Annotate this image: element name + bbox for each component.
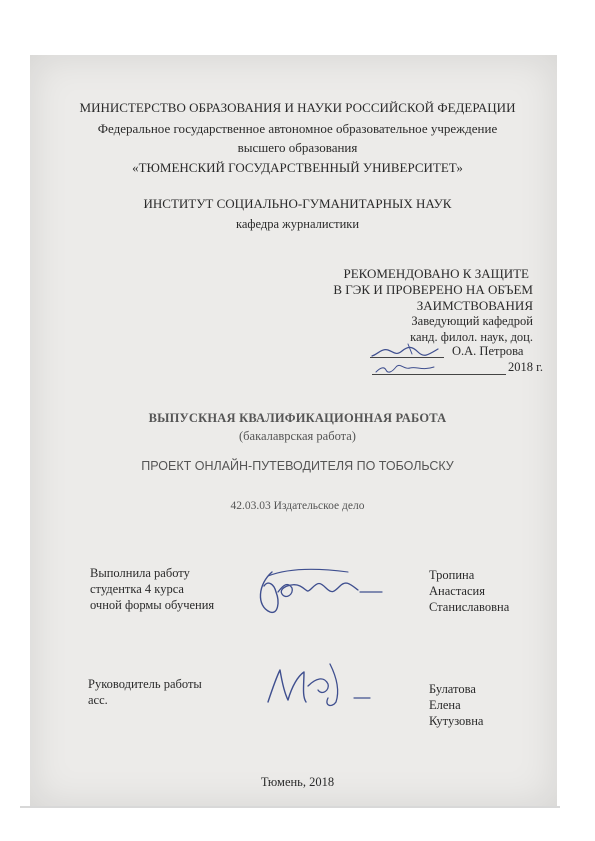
student-signature bbox=[248, 562, 388, 620]
institute-name: ИНСТИТУТ СОЦИАЛЬНО-ГУМАНИТАРНЫХ НАУК bbox=[143, 196, 452, 211]
city-year: Тюмень, 2018 bbox=[260, 775, 335, 789]
student-name: Анастасия bbox=[429, 584, 485, 598]
student-surname: Тропина bbox=[429, 568, 475, 582]
department-name: кафедра журналистики bbox=[235, 217, 360, 231]
supervisor-role-line1: Руководитель работы bbox=[88, 677, 202, 691]
student-role-line2: студентка 4 курса bbox=[90, 582, 184, 596]
ministry-title: МИНИСТЕРСТВО ОБРАЗОВАНИЯ И НАУКИ РОССИЙСКОЙ ФЕДЕРАЦИИ bbox=[79, 100, 516, 115]
supervisor-patronymic: Кутузовна bbox=[429, 714, 484, 728]
approval-line3: ЗАИМСТВОВАНИЯ bbox=[416, 298, 533, 313]
page-edge bbox=[20, 806, 560, 808]
date-handwriting bbox=[372, 360, 452, 376]
supervisor-surname: Булатова bbox=[429, 682, 476, 696]
work-topic: ПРОЕКТ ОНЛАЙН-ПУТЕВОДИТЕЛЯ ПО ТОБОЛЬСКУ bbox=[141, 459, 454, 473]
student-patronymic: Станиславовна bbox=[429, 600, 510, 614]
supervisor-role-line2: асс. bbox=[88, 693, 108, 707]
institution-type-line2: высшего образования bbox=[237, 140, 358, 155]
student-role-line3: очной формы обучения bbox=[90, 598, 215, 612]
student-role-line1: Выполнила работу bbox=[90, 566, 190, 580]
approval-line2: В ГЭК И ПРОВЕРЕНО НА ОБЪЕМ bbox=[333, 282, 533, 297]
approval-head-title: Заведующий кафедрой bbox=[411, 314, 533, 328]
supervisor-signature bbox=[258, 656, 378, 714]
work-type: ВЫПУСКНАЯ КВАЛИФИКАЦИОННАЯ РАБОТА bbox=[148, 411, 447, 425]
date-year: 2018 г. bbox=[508, 360, 543, 374]
work-degree: (бакалаврская работа) bbox=[239, 429, 356, 443]
head-signature bbox=[368, 340, 448, 362]
supervisor-name: Елена bbox=[429, 698, 461, 712]
university-name: «ТЮМЕНСКИЙ ГОСУДАРСТВЕННЫЙ УНИВЕРСИТЕТ» bbox=[132, 160, 463, 175]
institution-type-line1: Федеральное государственное автономное образовательное учреждение bbox=[97, 121, 498, 136]
specialty-code: 42.03.03 Издательское дело bbox=[230, 500, 365, 512]
approval-line1: РЕКОМЕНДОВАНО К ЗАЩИТЕ bbox=[343, 266, 529, 281]
approval-head-degree: канд. филол. наук, доц. bbox=[410, 330, 533, 344]
head-name: О.А. Петрова bbox=[452, 344, 524, 358]
